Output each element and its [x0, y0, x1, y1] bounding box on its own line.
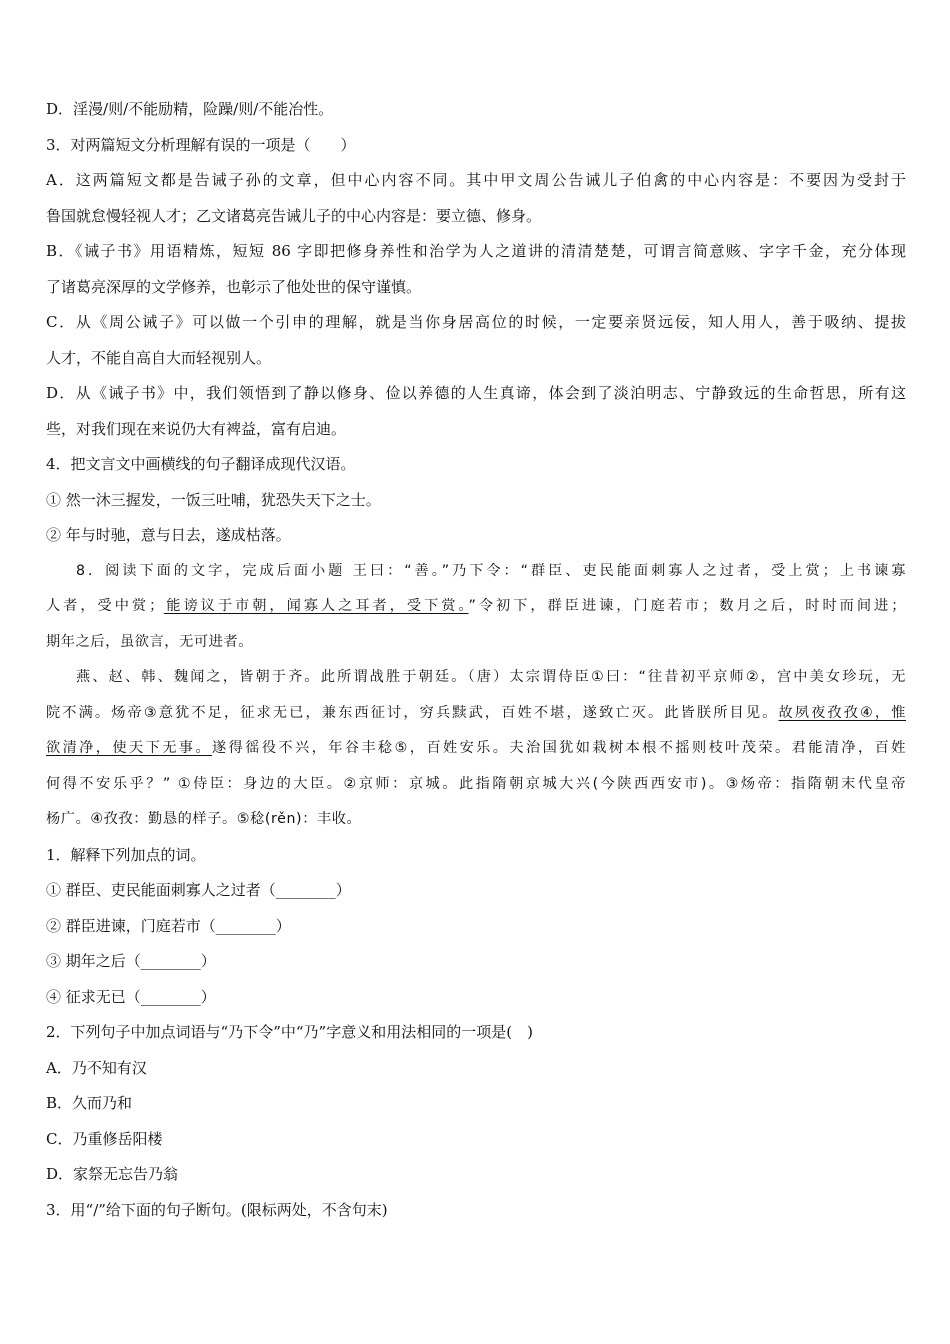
- q8-1-item-2: ② 群臣进谏，门庭若市（________）: [46, 916, 291, 935]
- q3-option-a-line2: 鲁国就怠慢轻视人才；乙文诸葛亮告诫儿子的中心内容是：要立德、修身。: [46, 206, 542, 225]
- passage8-line2: 人者，受中赏；能谤议于市朝，闻寡人之耳者，受下赏。”令初下，群臣进谏，门庭若市；数月之后，时时而间进；: [46, 598, 906, 614]
- q8-2-stem: 2．下列句子中加点词语与“乃下令”中“乃”字意义和用法相同的一项是( ): [46, 1023, 533, 1041]
- q4-stem: 4．把文言文中画横线的句子翻译成现代汉语。: [46, 455, 356, 473]
- q3-option-d-line1: D．从《诫子书》中，我们领悟到了静以修身、俭以养德的人生真谛，体会到了淡泊明志、宁静致远的生命哲思，所有这: [46, 384, 906, 402]
- q3-stem: 3．对两篇短文分析理解有误的一项是（ ）: [46, 135, 356, 154]
- passage8-line8: 杨广。④孜孜：勤恳的样子。⑤稔(rěn)：丰收。: [46, 811, 362, 827]
- underlined-sentence-2b: 欲清净，使天下无事。: [46, 740, 213, 756]
- q3-option-c-line1: C．从《周公诫子》可以做一个引申的理解，就是当你身居高位的时候，一定要亲贤远佞，知人用人，善于吸纳、提拔: [46, 313, 906, 331]
- q8-1-stem: 1．解释下列加点的词。: [46, 845, 206, 864]
- q3-option-b-line1: B．《诫子书》用语精炼，短短 86 字即把修身养性和治学为人之道讲的清清楚楚，可谓言简意赅、字字千金，充分体现: [46, 242, 906, 260]
- document-page: [46, 92, 906, 1228]
- q8-1-item-1: ① 群臣、吏民能面刺寡人之过者（________）: [46, 881, 351, 899]
- q8-2-option-c: C．乃重修岳阳楼: [46, 1129, 163, 1148]
- passage8-line4: 燕、赵、韩、魏闻之，皆朝于齐。此所谓战胜于朝廷。（唐）太宗谓侍臣①曰：“往昔初平京师②，宫中美女珍玩，无: [76, 669, 906, 685]
- q4-sentence-2: ② 年与时驰，意与日去，遂成枯落。: [46, 526, 291, 544]
- q8-2-option-b: B．久而乃和: [46, 1094, 133, 1112]
- q8-1-item-4: ④ 征求无已（________）: [46, 987, 216, 1006]
- passage8-line5: 院不满。炀帝③意犹不足，征求无已，兼东西征讨，穷兵黩武，百姓不堪，遂致亡灭。此皆朕所目见。故夙夜孜孜④，惟: [46, 704, 906, 721]
- passage8-line7: 何得不安乐乎？” ①侍臣：身边的大臣。②京师：京城。此指隋朝京城大兴(今陕西西安市)。③炀帝：指隋朝末代皇帝: [46, 775, 906, 792]
- q4-sentence-1: ① 然一沐三握发，一饭三吐哺，犹恐失天下之士。: [46, 490, 381, 509]
- q3-option-b-line2: 了诸葛亮深厚的文学修养，也彰示了他处世的保守谨慎。: [46, 277, 422, 296]
- passage8-line3: 期年之后，虽欲言，无可进者。: [46, 633, 254, 650]
- q8-3-stem: 3．用“/”给下面的句子断句。(限标两处，不含句末): [46, 1200, 388, 1219]
- passage8-line1: 8．阅读下面的文字，完成后面小题 王曰：“善。”乃下令：“群臣、吏民能面刺寡人之过者，受上赏；上书谏寡: [76, 562, 906, 579]
- q8-1-item-3: ③ 期年之后（________）: [46, 952, 216, 970]
- q1-option-d: D．淫漫/则/不能励精，险躁/则/不能冶性。: [46, 100, 334, 118]
- q8-2-option-d: D．家祭无忘告乃翁: [46, 1165, 179, 1183]
- underlined-sentence-1: 能谤议于市朝，闻寡人之耳者，受下赏。: [163, 598, 469, 614]
- q3-option-c-line2: 人才，不能自高自大而轻视别人。: [46, 348, 272, 367]
- q3-option-a-line1: A．这两篇短文都是告诫子孙的文章，但中心内容不同。其中甲文周公告诫儿子伯禽的中心内容是：不要因为受封于: [46, 171, 906, 189]
- passage8-line6: 欲清净，使天下无事。遂得徭役不兴，年谷丰稔⑤，百姓安乐。夫治国犹如栽树本根不摇则枝叶茂荣。君能清净，百姓: [46, 740, 906, 756]
- q8-2-option-a: A．乃不知有汉: [46, 1058, 147, 1077]
- underlined-sentence-2a: 故夙夜孜孜④，惟: [778, 704, 906, 721]
- q3-option-d-line2: 些，对我们现在来说仍大有裨益，富有启迪。: [46, 419, 347, 438]
